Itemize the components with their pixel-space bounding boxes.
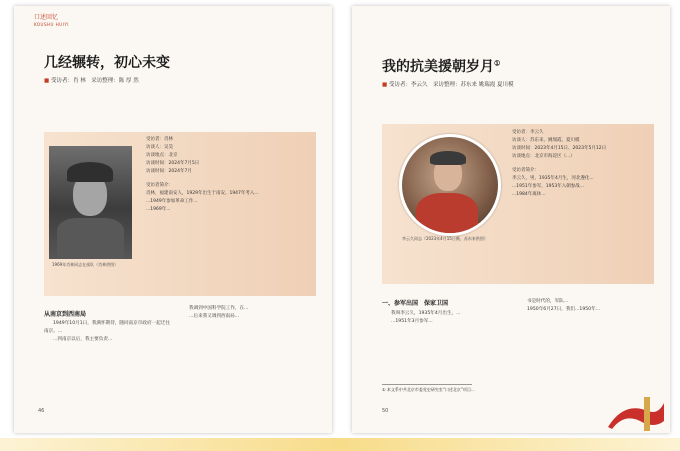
section-title: 一、参军出国 保家卫国 bbox=[382, 300, 449, 307]
bio-info: 受访者：李云久 访谈人：苏东来、姚瑞霞、夏川模 访谈时间：2023年4月15日、2023年5月12日 访谈地点：北京市海淀区（...） 受访者简介： 李云久，男，1935年4月生，河北遵化... ...1951年参军，1953年入朝参战... ...1984年离休... bbox=[512, 130, 607, 197]
article-byline: ■ 受访者：李云久 采访整理：苏东来 姚瑞霞 夏川模 bbox=[382, 82, 514, 88]
portrait-photo bbox=[49, 146, 132, 259]
body-column-left: 1949年10月1日，我满怀期待，随同南京市政府一起迁往南京。... ...到南京以后，我主要负责... bbox=[44, 321, 170, 343]
article-title: 几经辗转，初心未变 bbox=[44, 55, 170, 71]
photo-caption: 1969年肖林同志在部队（肖林供图） bbox=[52, 262, 119, 267]
article-byline: ■ 受访者：肖 林 采访整理：陈 厚 然 bbox=[44, 78, 139, 84]
article-title: 我的抗美援朝岁月① bbox=[382, 58, 501, 75]
body-column-right: 书是时代的，军队... 1950年6月27日，我们...1950年... bbox=[527, 299, 601, 313]
body-column-right: 我调到中国科学院工作，在... ...后来我又调到西南局... bbox=[189, 306, 249, 320]
photo-caption: 李云久同志（2023年4月15日摄，苏东来供图） bbox=[402, 236, 488, 241]
brand-logo bbox=[34, 15, 69, 28]
footnote-divider bbox=[382, 384, 472, 385]
brand-subtext: KOUSHU HUIYI bbox=[34, 22, 69, 27]
page-number: 46 bbox=[38, 408, 45, 414]
right-page bbox=[352, 6, 670, 433]
left-page bbox=[14, 6, 332, 433]
footnote: ① 本文系中共北京市委党史研究室“口述北京”项目... bbox=[382, 387, 475, 392]
portrait-photo bbox=[399, 134, 501, 236]
bottom-decorative-bar bbox=[0, 438, 680, 451]
bio-info: 受访者：肖林 访谈人：吴昊 访谈地点：北京 访谈时间：2024年7月5日 访谈时间：2024年7月 受访者简介： 肖林，福建南安人，1929年出生于南安。1947年考入... ...1949年参加革命工作... ...1969年... bbox=[146, 137, 259, 212]
decorative-flag-graphic bbox=[604, 391, 666, 431]
page-number: 50 bbox=[382, 408, 389, 414]
brand-text: 口述回忆 bbox=[34, 14, 59, 21]
section-title: 从南京到西南局 bbox=[44, 311, 87, 318]
body-column-left: 我叫李云久，1935年4月出生，... ...1951年3月参军... bbox=[391, 311, 461, 325]
